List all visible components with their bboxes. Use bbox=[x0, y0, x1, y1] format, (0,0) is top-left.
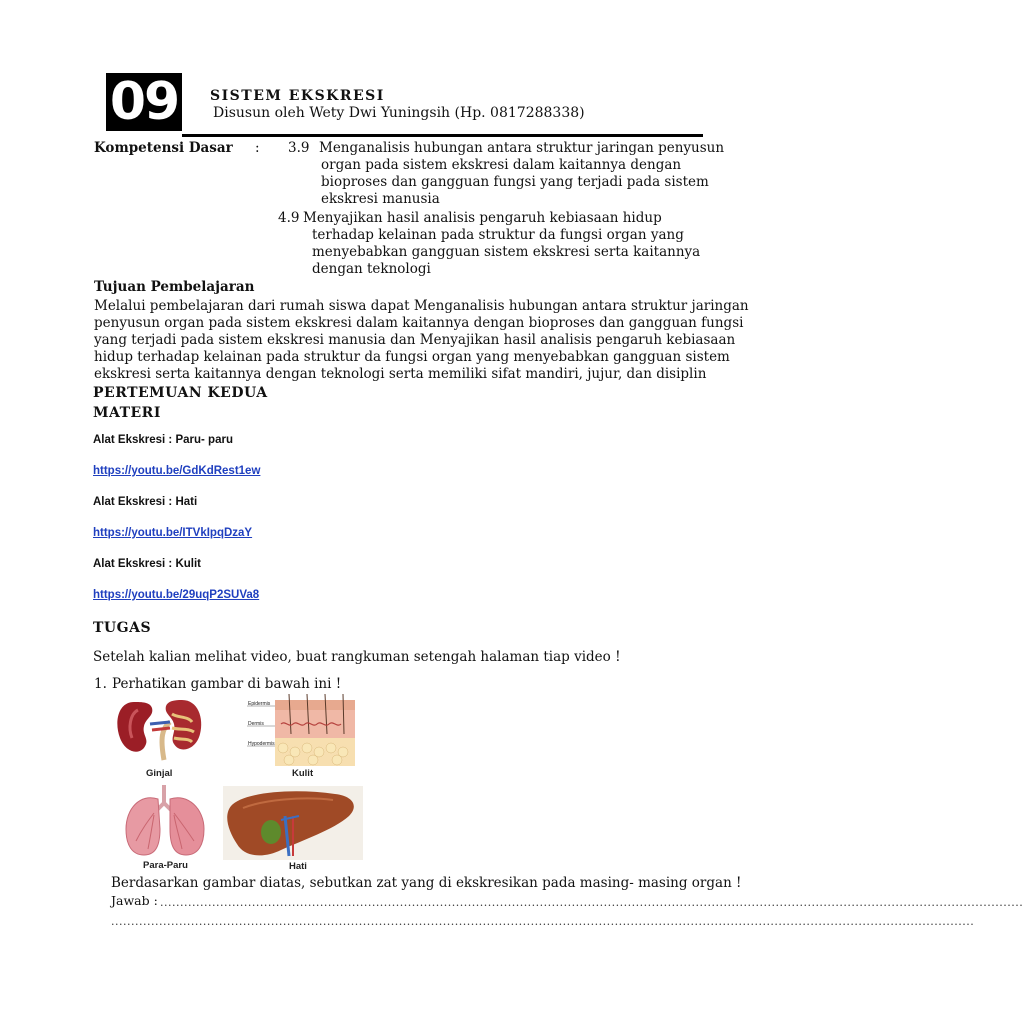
header-rule bbox=[182, 134, 703, 137]
question-text: Perhatikan gambar di bawah ini ! bbox=[112, 676, 342, 692]
tujuan-line: Melalui pembelajaran dari rumah siswa dapat Menganalisis hubungan antara struktur jaringan bbox=[94, 298, 749, 314]
kd1-number: 3.9 bbox=[288, 140, 310, 156]
kidney-image bbox=[112, 694, 204, 766]
kd1-line: organ pada sistem ekskresi dalam kaitannya dengan bbox=[321, 157, 682, 173]
author-line: Disusun oleh Wety Dwi Yuningsih (Hp. 0817288338) bbox=[213, 105, 585, 121]
kd1-line: Menganalisis hubungan antara struktur jaringan penyusun bbox=[319, 140, 725, 156]
tugas-heading: TUGAS bbox=[93, 620, 152, 636]
kd1-line: bioproses dan gangguan fungsi yang terjadi pada sistem bbox=[321, 174, 709, 190]
skin-layer-label: Hypodermis bbox=[248, 741, 275, 747]
tujuan-line: hidup terhadap kelainan pada struktur da fungsi organ yang menyebabkan gangguan sistem bbox=[94, 349, 730, 365]
kd2-line: Menyajikan hasil analisis pengaruh kebiasaan hidup bbox=[303, 210, 662, 226]
materi-heading: MATERI bbox=[93, 405, 161, 421]
materi-item-label: Alat Ekskresi : Hati bbox=[93, 496, 198, 508]
chapter-number-badge: 09 bbox=[106, 73, 182, 131]
video-link-kulit[interactable]: https://youtu.be/29uqP2SUVa8 bbox=[93, 589, 260, 601]
kd1-line: ekskresi manusia bbox=[321, 191, 440, 207]
video-link-paru[interactable]: https://youtu.be/GdKdRest1ew bbox=[93, 465, 261, 477]
skin-layer-label: Dermis bbox=[248, 721, 264, 727]
figure-label-hati: Hati bbox=[289, 861, 307, 872]
figure-label-ginjal: Ginjal bbox=[146, 768, 173, 779]
tugas-instruction: Setelah kalian melihat video, buat rangkuman setengah halaman tiap video ! bbox=[93, 649, 621, 665]
materi-item-label: Alat Ekskresi : Kulit bbox=[93, 558, 202, 570]
tujuan-line: yang terjadi pada sistem ekskresi manusia dan Menyajikan hasil analisis pengaruh kebiasaan bbox=[94, 332, 736, 348]
answer-line[interactable]: ........................................................................................................................................................................................................................ bbox=[160, 896, 1023, 909]
kd2-line: dengan teknologi bbox=[312, 261, 431, 277]
liver-image bbox=[223, 786, 363, 860]
kd2-line: menyebabkan gangguan sistem ekskresi serta kaitannya bbox=[312, 244, 701, 260]
pertemuan-heading: PERTEMUAN KEDUA bbox=[93, 385, 268, 401]
kd2-number: 4.9 bbox=[278, 210, 300, 226]
figure-label-paru: Para-Paru bbox=[143, 860, 188, 871]
tujuan-heading: Tujuan Pembelajaran bbox=[94, 279, 255, 295]
video-link-hati[interactable]: https://youtu.be/ITVkIpqDzaY bbox=[93, 527, 253, 539]
lungs-image bbox=[120, 785, 212, 857]
kompetensi-label: Kompetensi Dasar bbox=[94, 140, 233, 156]
chapter-title: SISTEM EKSKRESI bbox=[210, 88, 385, 104]
tujuan-line: ekskresi serta kaitannya dengan teknologi serta memiliki sifat mandiri, jujur, dan disiplin bbox=[94, 366, 707, 382]
materi-item-label: Alat Ekskresi : Paru- paru bbox=[93, 434, 233, 446]
tujuan-line: penyusun organ pada sistem ekskresi dalam kaitannya dengan bioproses dan gangguan fungsi bbox=[94, 315, 744, 331]
question-number: 1. bbox=[94, 676, 107, 692]
kd2-line: terhadap kelainan pada struktur da fungsi organ yang bbox=[312, 227, 684, 243]
kompetensi-colon: : bbox=[255, 140, 260, 156]
figure-label-kulit: Kulit bbox=[292, 768, 314, 779]
skin-layer-label: Epidermis bbox=[248, 701, 271, 707]
answer-label: Jawab : bbox=[111, 893, 158, 908]
answer-line[interactable]: ........................................................................................................................................................................................................................ bbox=[111, 915, 975, 928]
question-instruction: Berdasarkan gambar diatas, sebutkan zat yang di ekskresikan pada masing- masing organ ! bbox=[111, 875, 742, 891]
